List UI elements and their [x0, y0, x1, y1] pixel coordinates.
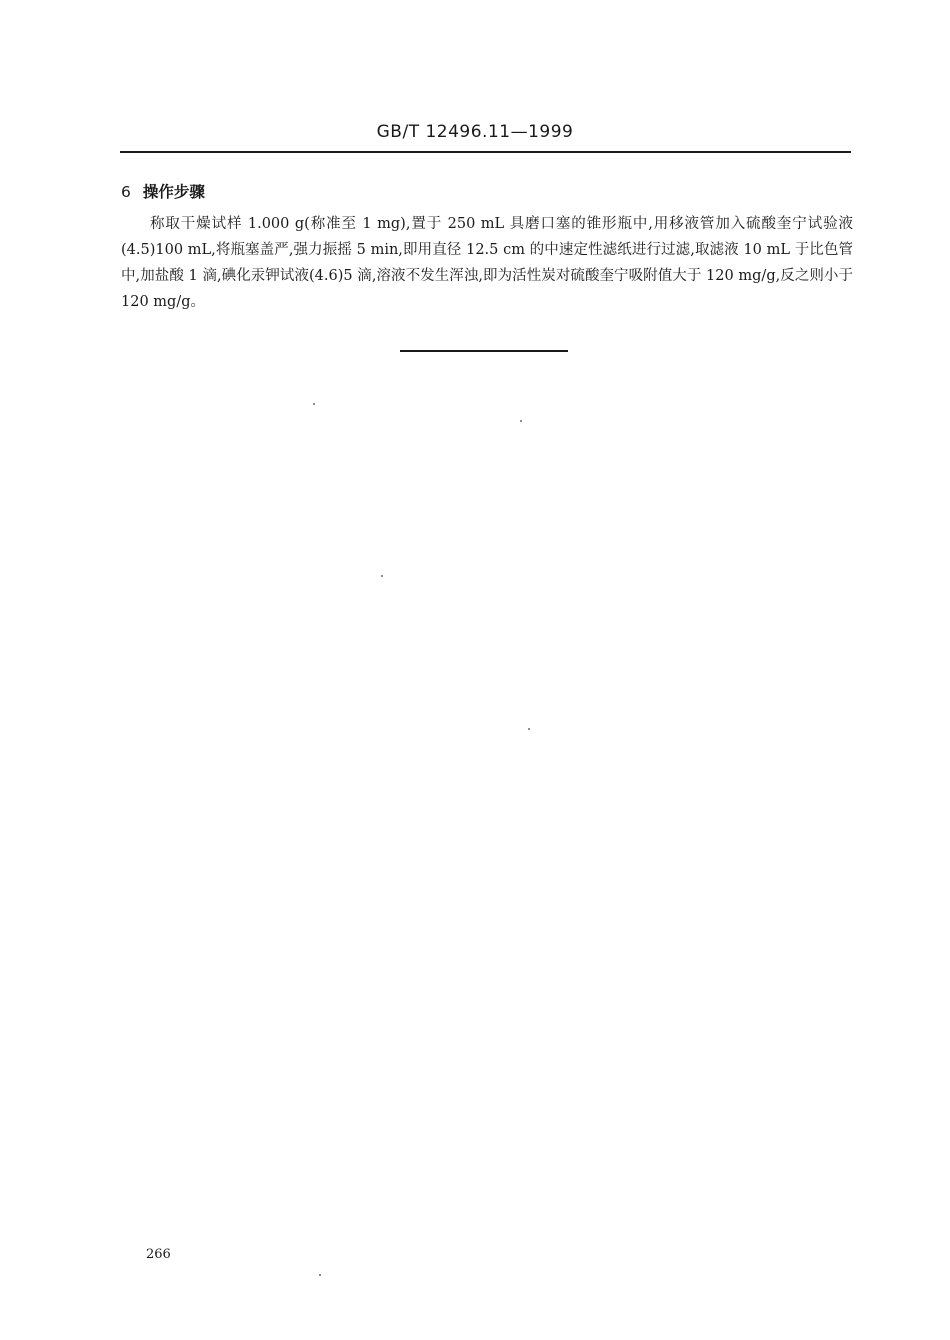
- end-of-text-rule: [400, 350, 568, 352]
- scan-speck: [528, 728, 530, 730]
- section-title: 操作步骤: [142, 182, 205, 201]
- section-number: 6: [121, 183, 131, 201]
- standard-code: GB/T 12496.11—1999: [376, 122, 574, 142]
- procedure-paragraph: 称取干燥试样 1.000 g(称准至 1 mg),置于 250 mL 具磨口塞的锥形瓶中,用移液管加入硫酸奎宁试验液(4.5)100 mL,将瓶塞盖严,强力振摇 5 min,即用直径 12.5 cm 的中速定性滤纸进行过滤,取滤液 10 mL 于比色管中,加盐酸 1 滴,碘化汞钾试液(4.6)5 滴,溶液不发生浑浊,即为活性炭对硫酸奎宁吸附值大于 120 mg/g,反之则小于 120 mg/g。: [121, 216, 853, 310]
- scan-speck: [313, 403, 315, 405]
- scan-speck: [319, 1274, 321, 1276]
- header-rule: [120, 151, 851, 153]
- page-number: 266: [146, 1247, 171, 1262]
- scan-speck: [520, 420, 522, 422]
- scan-speck: [381, 575, 383, 577]
- section-heading: [121, 180, 205, 202]
